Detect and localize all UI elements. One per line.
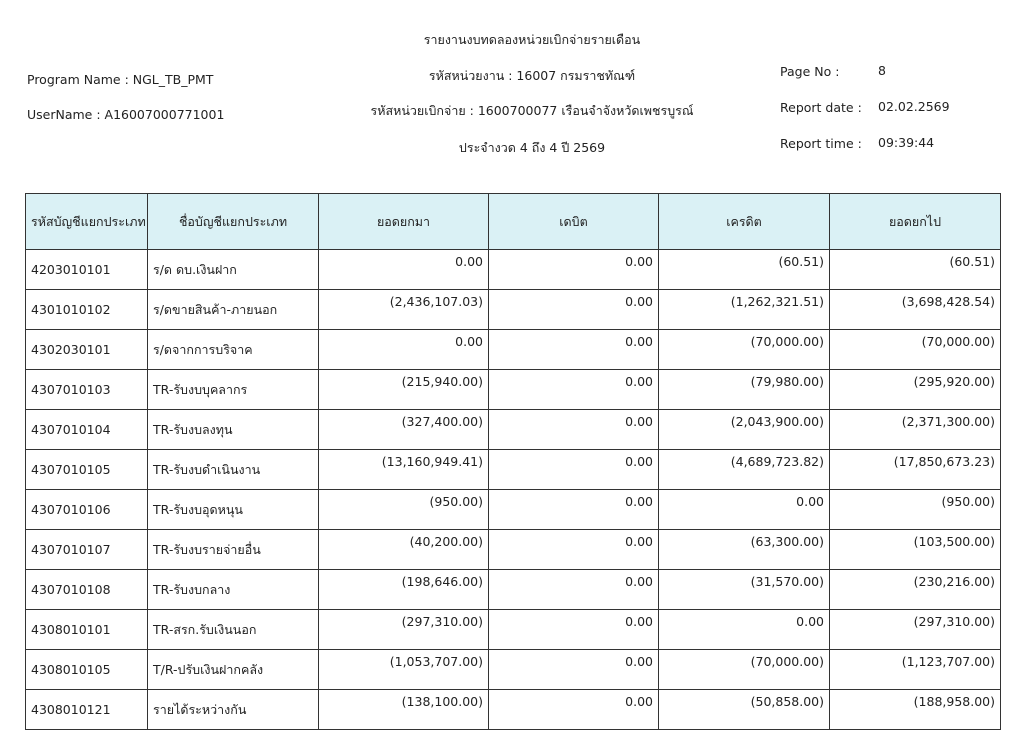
- cell-debit: 0.00: [489, 250, 659, 290]
- cell-opening-balance: (1,053,707.00): [319, 650, 489, 690]
- cell-closing-balance: (188,958.00): [830, 690, 1001, 730]
- cell-account-code: 4307010107: [26, 530, 148, 570]
- cell-account-name: ร/ดจากการบริจาค: [148, 330, 319, 370]
- cell-opening-balance: (138,100.00): [319, 690, 489, 730]
- cell-credit: 0.00: [659, 610, 830, 650]
- cell-credit: (79,980.00): [659, 370, 830, 410]
- trial-balance-table: [25, 193, 1001, 730]
- cell-account-name: ร/ด ดบ.เงินฝาก: [148, 250, 319, 290]
- cell-debit: 0.00: [489, 610, 659, 650]
- cell-closing-balance: (60.51): [830, 250, 1001, 290]
- cell-closing-balance: (3,698,428.54): [830, 290, 1001, 330]
- cell-closing-balance: (297,310.00): [830, 610, 1001, 650]
- cell-account-code: 4203010101: [26, 250, 148, 290]
- cell-opening-balance: 0.00: [319, 250, 489, 290]
- table-row: [26, 450, 1001, 490]
- report-time-label: Report time :: [780, 136, 862, 151]
- table-row: [26, 490, 1001, 530]
- report-title: รายงานงบทดลองหน่วยเบิกจ่ายรายเดือน: [423, 32, 641, 47]
- table-row: [26, 370, 1001, 410]
- cell-closing-balance: (295,920.00): [830, 370, 1001, 410]
- cell-closing-balance: (103,500.00): [830, 530, 1001, 570]
- page-no-value: 8: [878, 63, 886, 78]
- cell-debit: 0.00: [489, 290, 659, 330]
- cell-debit: 0.00: [489, 450, 659, 490]
- cell-opening-balance: (40,200.00): [319, 530, 489, 570]
- cell-closing-balance: (230,216.00): [830, 570, 1001, 610]
- header-debit: เดบิต: [489, 194, 659, 250]
- table-row: [26, 650, 1001, 690]
- cell-credit: (50,858.00): [659, 690, 830, 730]
- cell-closing-balance: (17,850,673.23): [830, 450, 1001, 490]
- cell-credit: 0.00: [659, 490, 830, 530]
- cell-credit: (63,300.00): [659, 530, 830, 570]
- cell-debit: 0.00: [489, 690, 659, 730]
- table-row: [26, 330, 1001, 370]
- cell-account-name: รายได้ระหว่างกัน: [148, 690, 319, 730]
- cell-account-code: 4307010103: [26, 370, 148, 410]
- cell-credit: (60.51): [659, 250, 830, 290]
- cell-account-code: 4307010104: [26, 410, 148, 450]
- cell-closing-balance: (1,123,707.00): [830, 650, 1001, 690]
- program-name: Program Name : NGL_TB_PMT: [27, 72, 214, 87]
- cell-account-name: TR-รับงบดำเนินงาน: [148, 450, 319, 490]
- table-row: [26, 250, 1001, 290]
- table-row: [26, 570, 1001, 610]
- header-credit: เครดิต: [659, 194, 830, 250]
- cell-opening-balance: (198,646.00): [319, 570, 489, 610]
- cell-account-name: ร/ดขายสินค้า-ภายนอก: [148, 290, 319, 330]
- page-no-label: Page No :: [780, 64, 840, 79]
- cell-closing-balance: (2,371,300.00): [830, 410, 1001, 450]
- cell-credit: (4,689,723.82): [659, 450, 830, 490]
- report-time-value: 09:39:44: [878, 135, 935, 150]
- cell-opening-balance: (327,400.00): [319, 410, 489, 450]
- cell-debit: 0.00: [489, 330, 659, 370]
- cell-closing-balance: (70,000.00): [830, 330, 1001, 370]
- table-row: [26, 410, 1001, 450]
- cell-account-name: TR-รับงบอุดหนุน: [148, 490, 319, 530]
- report-date-label: Report date :: [780, 100, 862, 115]
- cell-opening-balance: (950.00): [319, 490, 489, 530]
- cell-credit: (70,000.00): [659, 330, 830, 370]
- cell-debit: 0.00: [489, 490, 659, 530]
- cell-closing-balance: (950.00): [830, 490, 1001, 530]
- agency-code: รหัสหน่วยงาน : 16007 กรมราชทัณฑ์: [428, 68, 636, 83]
- cell-debit: 0.00: [489, 570, 659, 610]
- cell-account-code: 4307010106: [26, 490, 148, 530]
- disbursing-unit-code: รหัสหน่วยเบิกจ่าย : 1600700077 เรือนจำจังหวัดเพชรบูรณ์: [370, 103, 694, 118]
- cell-credit: (31,570.00): [659, 570, 830, 610]
- cell-account-code: 4308010121: [26, 690, 148, 730]
- username: UserName : A16007000771001: [27, 107, 225, 122]
- cell-opening-balance: 0.00: [319, 330, 489, 370]
- cell-account-name: TR-รับงบลงทุน: [148, 410, 319, 450]
- cell-debit: 0.00: [489, 370, 659, 410]
- cell-opening-balance: (215,940.00): [319, 370, 489, 410]
- cell-account-name: TR-รับงบบุคลากร: [148, 370, 319, 410]
- table-row: [26, 530, 1001, 570]
- cell-account-code: 4308010105: [26, 650, 148, 690]
- cell-opening-balance: (13,160,949.41): [319, 450, 489, 490]
- cell-account-name: TR-รับงบรายจ่ายอื่น: [148, 530, 319, 570]
- cell-credit: (70,000.00): [659, 650, 830, 690]
- cell-debit: 0.00: [489, 410, 659, 450]
- cell-credit: (2,043,900.00): [659, 410, 830, 450]
- cell-credit: (1,262,321.51): [659, 290, 830, 330]
- report-date-value: 02.02.2569: [878, 99, 950, 114]
- header-closing-balance: ยอดยกไป: [830, 194, 1001, 250]
- cell-account-code: 4307010108: [26, 570, 148, 610]
- cell-account-name: TR-รับงบกลาง: [148, 570, 319, 610]
- table-row: [26, 290, 1001, 330]
- cell-opening-balance: (2,436,107.03): [319, 290, 489, 330]
- cell-account-code: 4307010105: [26, 450, 148, 490]
- table-row: [26, 610, 1001, 650]
- table-header-row: [26, 194, 1001, 250]
- report-period: ประจำงวด 4 ถึง 4 ปี 2569: [458, 140, 606, 155]
- cell-debit: 0.00: [489, 650, 659, 690]
- header-opening-balance: ยอดยกมา: [319, 194, 489, 250]
- header-account-code: รหัสบัญชีแยกประเภท: [26, 194, 148, 250]
- cell-account-code: 4301010102: [26, 290, 148, 330]
- cell-account-name: TR-สรก.รับเงินนอก: [148, 610, 319, 650]
- cell-account-code: 4308010101: [26, 610, 148, 650]
- header-account-name: ชื่อบัญชีแยกประเภท: [148, 194, 319, 250]
- cell-debit: 0.00: [489, 530, 659, 570]
- cell-opening-balance: (297,310.00): [319, 610, 489, 650]
- cell-account-code: 4302030101: [26, 330, 148, 370]
- cell-account-name: T/R-ปรับเงินฝากคลัง: [148, 650, 319, 690]
